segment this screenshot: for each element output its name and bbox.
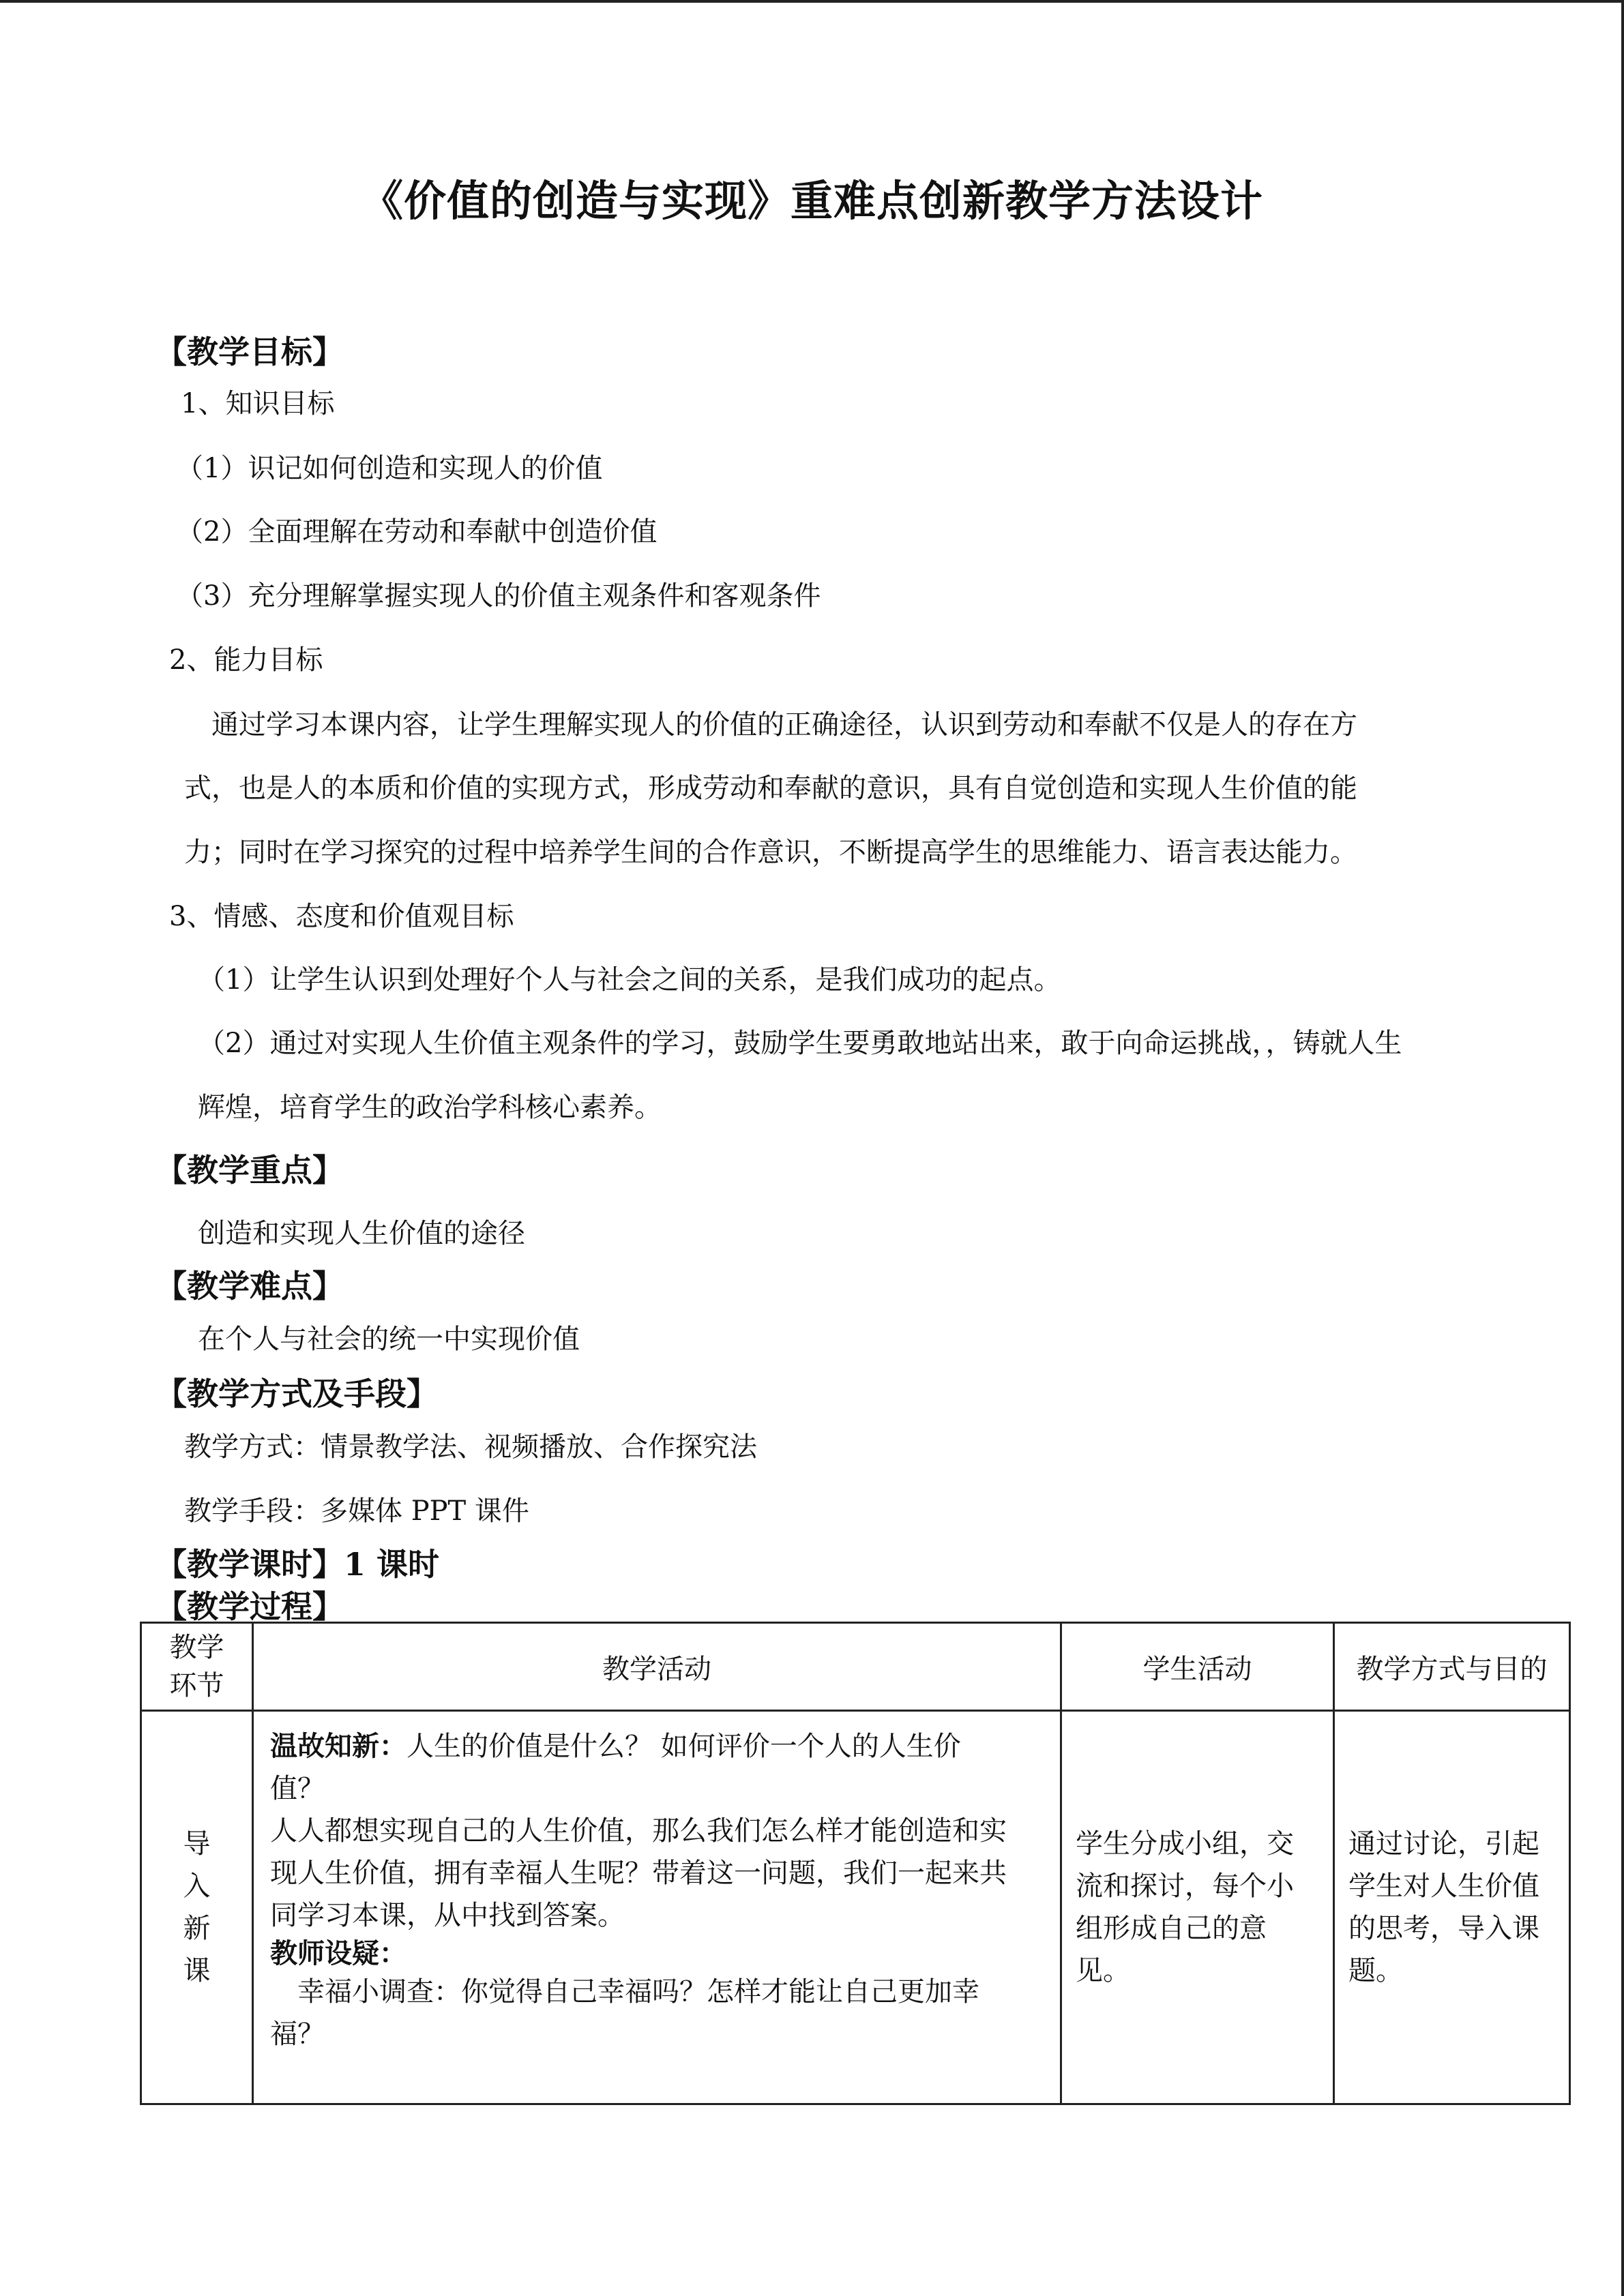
emotion-item: 辉煌，培育学生的政治学科核心素养。 [198, 1092, 662, 1123]
phase-cell [141, 1711, 253, 2104]
purpose-line: 学生对人生价值 [1348, 1870, 1539, 1902]
review-text: 人生的价值是什么？ 如何评价一个人的人生价 [407, 1731, 961, 1762]
ability-paragraph-line: 通过学习本课内容，让学生理解实现人的价值的正确途径，认识到劳动和奉献不仅是人的存在方 [211, 709, 1357, 741]
table-header-row [141, 1623, 1570, 1711]
right-border [1621, 0, 1624, 2296]
column-header-teacher: 教学活动 [253, 1623, 1061, 1711]
purpose-cell [1334, 1711, 1570, 2104]
student-line: 见。 [1076, 1955, 1130, 1986]
purpose-line: 的思考，导入课 [1348, 1913, 1539, 1944]
table-row [141, 1711, 1570, 2104]
goals-heading: 【教学目标】 [156, 333, 344, 370]
intro-line: 现人生价值，拥有幸福人生呢？带着这一问题，我们一起来共 [270, 1858, 1007, 1889]
teacher-activity-cell [253, 1711, 1061, 2104]
phase-char: 导 [183, 1828, 211, 1860]
student-line: 学生分成小组，交 [1076, 1828, 1294, 1860]
ability-paragraph-line: 式，也是人的本质和价值的实现方式，形成劳动和奉献的意识，具有自觉创造和实现人生价值的能 [184, 773, 1357, 804]
student-line: 流和探讨，每个小 [1076, 1870, 1294, 1902]
difficulty-heading: 【教学难点】 [156, 1268, 344, 1304]
knowledge-item: （3）充分理解掌握实现人的价值主观条件和客观条件 [176, 580, 821, 612]
ability-paragraph-line: 力；同时在学习探究的过程中培养学生间的合作意识，不断提高学生的思维能力、语言表达能力。 [184, 837, 1357, 868]
review-text-cont: 值？ [270, 1773, 325, 1804]
difficulty-text: 在个人与社会的统一中实现价值 [198, 1324, 580, 1355]
top-border [0, 0, 1624, 3]
knowledge-item: （1）识记如何创造和实现人的价值 [176, 453, 603, 484]
hours-heading: 【教学课时】1 课时 [156, 1546, 440, 1583]
knowledge-goal-title: 1、知识目标 [181, 388, 335, 419]
intro-line: 人人都想实现自己的人生价值，那么我们怎么样才能创造和实 [270, 1815, 1007, 1847]
process-heading: 【教学过程】 [156, 1588, 344, 1625]
purpose-line: 通过讨论，引起 [1348, 1828, 1539, 1860]
methods-heading: 【教学方式及手段】 [156, 1375, 438, 1412]
phase-char: 入 [183, 1870, 211, 1902]
column-header-phase-line: 环节 [169, 1670, 224, 1701]
document-title: 《价值的创造与实现》重难点创新教学方法设计 [360, 176, 1263, 226]
column-header-phase [141, 1623, 253, 1711]
review-line [270, 1725, 1046, 1768]
phase-char: 新 [183, 1913, 211, 1944]
review-label: 温故知新： [270, 1730, 407, 1762]
teaching-method: 教学方式：情景教学法、视频播放、合作探究法 [184, 1431, 757, 1463]
emotion-goal-title: 3、情感、态度和价值观目标 [169, 901, 514, 932]
survey-line: 幸福小调查：你觉得自己幸福吗？怎样才能让自己更加幸 [297, 1976, 979, 2008]
teaching-means: 教学手段：多媒体 PPT 课件 [184, 1495, 529, 1527]
question-label: 教师设疑： [270, 1937, 407, 1969]
column-header-phase-line: 教学 [169, 1632, 224, 1663]
purpose-line: 题。 [1348, 1955, 1403, 1986]
key-point-text: 创造和实现人生价值的途径 [198, 1218, 525, 1249]
column-header-purpose: 教学方式与目的 [1334, 1623, 1570, 1711]
ability-goal-title: 2、能力目标 [169, 644, 323, 676]
phase-char: 课 [183, 1955, 211, 1986]
column-header-student: 学生活动 [1061, 1623, 1334, 1711]
intro-line: 同学习本课，从中找到答案。 [270, 1900, 625, 1931]
survey-line: 福？ [270, 2018, 325, 2050]
student-line: 组形成自己的意 [1076, 1913, 1267, 1944]
key-point-heading: 【教学重点】 [156, 1152, 344, 1189]
knowledge-item: （2）全面理解在劳动和奉献中创造价值 [176, 516, 658, 548]
emotion-item: （2）通过对实现人生价值主观条件的学习，鼓励学生要勇敢地站出来，敢于向命运挑战，，铸就人生 [198, 1028, 1402, 1059]
student-activity-cell [1061, 1711, 1334, 2104]
process-table [140, 1622, 1571, 2105]
emotion-item: （1）让学生认识到处理好个人与社会之间的关系，是我们成功的起点。 [198, 964, 1061, 996]
